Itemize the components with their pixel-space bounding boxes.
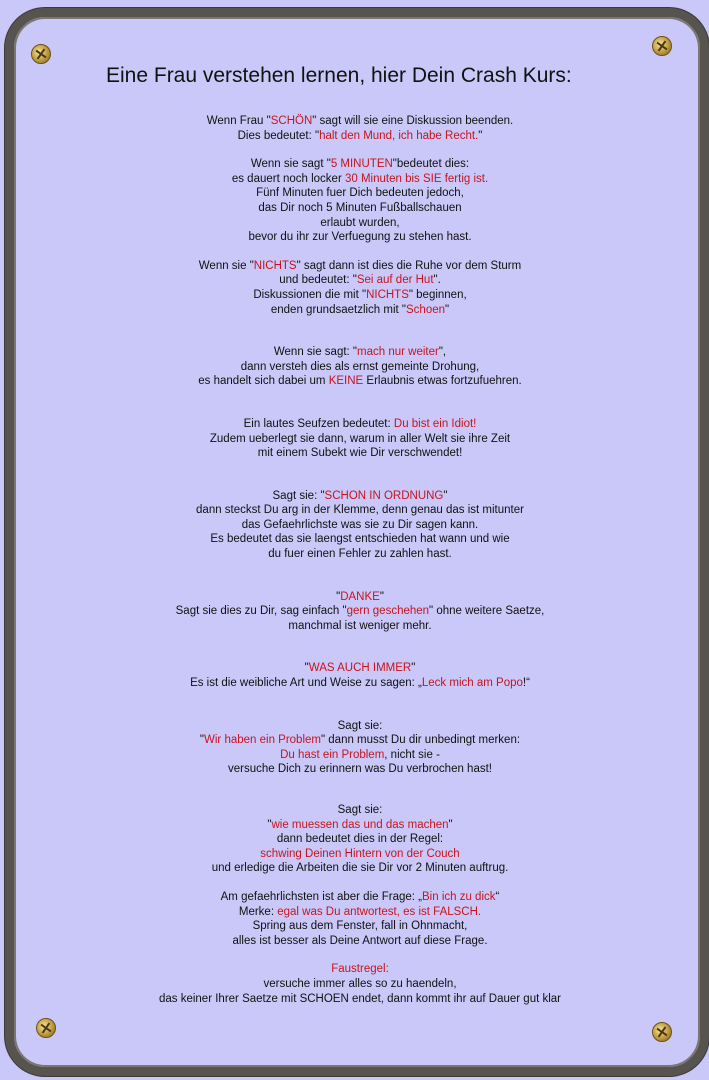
block-schoen (60, 114, 660, 143)
text-line: das Gefaehrlichste was sie zu Dir sagen kann. (241, 518, 479, 531)
text-line: das keiner Ihrer Saetze mit SCHOEN endet, dann kommt ihr auf Dauer gut klar (158, 992, 562, 1005)
text-line: "DANKE" (336, 590, 384, 603)
text-line: Wenn sie sagt "5 MINUTEN"bedeutet dies: (250, 158, 470, 171)
block-muessen (60, 803, 660, 876)
text-line: Zudem ueberlegt sie dann, warum in aller Welt sie ihre Zeit (209, 432, 511, 445)
text-line: Merke: egal was Du antwortest, es ist FALSCH. (238, 905, 482, 918)
sign-text (60, 114, 660, 1006)
text-line: Fünf Minuten fuer Dich bedeuten jedoch, (256, 187, 464, 200)
text-line: Sagt sie dies zu Dir, sag einfach "gern geschehen" ohne weitere Saetze, (175, 605, 545, 618)
text-line: Wenn sie sagt: "mach nur weiter", (273, 346, 447, 359)
text-line: "Wir haben ein Problem" dann musst Du dir unbedingt merken: (199, 734, 521, 747)
text-line: erlaubt wurden, (320, 216, 400, 229)
text-line: Am gefaehrlichsten ist aber die Frage: „Bin ich zu dick“ (220, 890, 500, 903)
screw-icon (652, 1022, 672, 1042)
text-line: Sagt sie: (337, 804, 383, 816)
text-line: Es bedeutet das sie laengst entschieden hat wann und wie (210, 533, 510, 546)
screw-icon (31, 44, 51, 64)
block-nichts (60, 259, 660, 317)
text-line: mit einem Subekt wie Dir verschwendet! (257, 447, 463, 460)
block-faustregel (60, 962, 660, 1006)
text-line: Es ist die weibliche Art und Weise zu sagen: „Leck mich am Popo!“ (190, 677, 530, 690)
text-line: dann versteh dies als ernst gemeinte Drohung, (240, 360, 480, 373)
screw-icon (36, 1018, 56, 1038)
text-line: alles ist besser als Deine Antwort auf diese Frage. (232, 934, 488, 947)
text-line: Sagt sie: "SCHON IN ORDNUNG" (272, 489, 448, 502)
block-zu-dick (60, 890, 660, 948)
block-5-minuten (60, 157, 660, 245)
page-title: Eine Frau verstehen lernen, hier Dein Crash Kurs: (106, 64, 572, 87)
text-line: dann bedeutet dies in der Regel: (276, 833, 444, 846)
text-line: enden grundsaetzlich mit "Schoen" (270, 303, 450, 316)
text-line: das Dir noch 5 Minuten Fußballschauen (258, 201, 462, 214)
text-line: "WAS AUCH IMMER" (304, 662, 416, 675)
text-line: und erledige die Arbeiten die sie Dir vor 2 Minuten auftrug. (211, 862, 509, 875)
block-schon-in-ordnung (60, 489, 660, 562)
text-line: Dies bedeutet: "halt den Mund, ich habe Recht." (237, 129, 483, 142)
text-line: Wenn sie "NICHTS" sagt dann ist dies die Ruhe vor dem Sturm (198, 259, 522, 272)
text-line: schwing Deinen Hintern von der Couch (260, 847, 460, 860)
text-line: versuche Dich zu erinnern was Du verbrochen hast! (228, 763, 492, 776)
text-line: Du hast ein Problem, nicht sie - (280, 748, 440, 761)
text-line: Faustregel: (331, 963, 389, 976)
block-mach-nur-weiter (60, 345, 660, 389)
text-line: Wenn Frau "SCHÖN" sagt will sie eine Diskussion beenden. (206, 115, 514, 127)
text-line: dann steckst Du arg in der Klemme, denn genau das ist mitunter (196, 504, 524, 517)
block-was-auch-immer (60, 661, 660, 690)
text-line: du fuer einen Fehler zu zahlen hast. (268, 548, 452, 561)
text-line: es handelt sich dabei um KEINE Erlaubnis etwas fortzufuehren. (198, 375, 522, 388)
text-line: Sagt sie: (337, 719, 383, 732)
text-line: Diskussionen die mit "NICHTS" beginnen, (253, 288, 467, 301)
screw-icon (652, 36, 672, 56)
block-danke (60, 590, 660, 634)
text-line: es dauert noch locker 30 Minuten bis SIE fertig ist. (231, 172, 489, 185)
text-line: bevor du ihr zur Verfuegung zu stehen hast. (248, 231, 472, 244)
text-line: und bedeutet: "Sei auf der Hut". (279, 274, 441, 287)
block-seufzen (60, 417, 660, 461)
text-line: "wie muessen das und das machen" (267, 818, 453, 831)
text-line: manchmal ist weniger mehr. (288, 619, 432, 632)
text-line: Spring aus dem Fenster, fall in Ohnmacht, (252, 920, 468, 933)
text-line: Ein lautes Seufzen bedeutet: Du bist ein Idiot! (243, 417, 477, 430)
text-line: versuche immer alles so zu haendeln, (263, 977, 457, 990)
block-problem (60, 719, 660, 777)
